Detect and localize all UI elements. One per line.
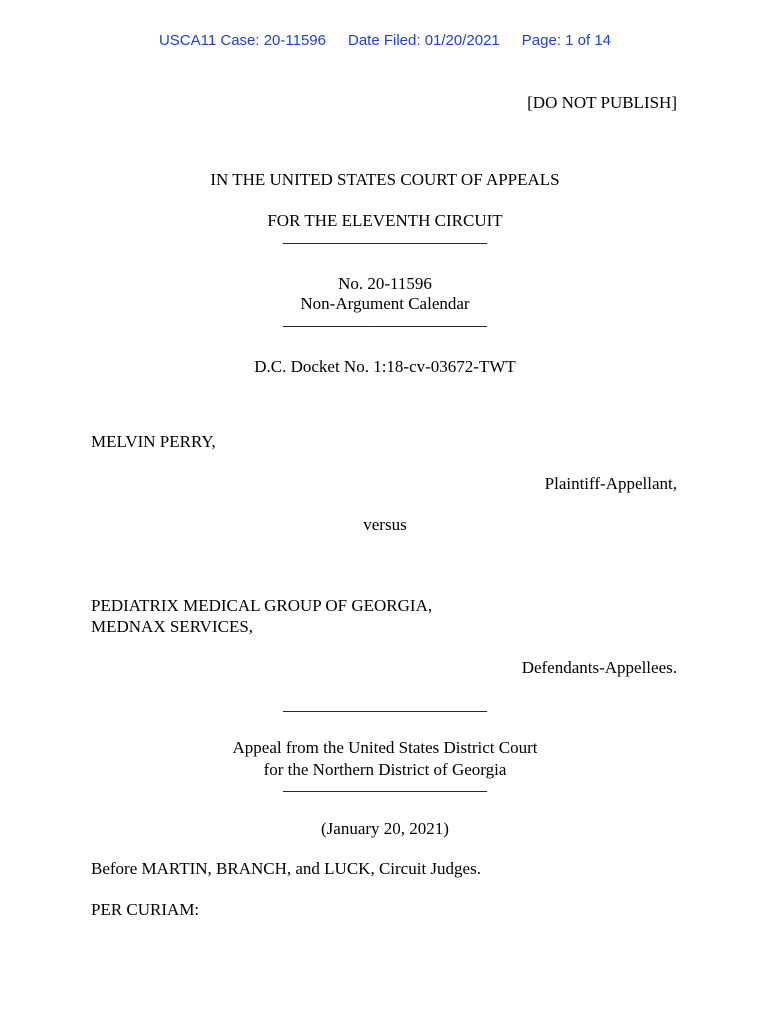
appeal-source-line2: for the Northern District of Georgia (263, 760, 507, 779)
separator-line: ________________________ (283, 695, 487, 714)
separator-line: ________________________ (283, 775, 487, 794)
circuit-name: FOR THE ELEVENTH CIRCUIT (267, 211, 503, 230)
separator-line: ________________________ (283, 310, 487, 329)
plaintiff-role: Plaintiff-Appellant, (544, 474, 677, 493)
appeal-source-line1: Appeal from the United States District Court (232, 738, 538, 757)
case-number: No. 20-11596 (338, 274, 432, 293)
versus-label: versus (363, 515, 407, 534)
defendant-role: Defendants-Appellees. (521, 658, 677, 677)
separator-line: ________________________ (283, 227, 487, 246)
judges-panel: Before MARTIN, BRANCH, and LUCK, Circuit Judges. (91, 859, 481, 878)
stamp-case-number: USCA11 Case: 20-11596 (158, 32, 326, 49)
publish-note: [DO NOT PUBLISH] (527, 93, 677, 112)
per-curiam-heading: PER CURIAM: (91, 900, 200, 919)
plaintiff-name: MELVIN PERRY, (91, 432, 216, 451)
court-name: IN THE UNITED STATES COURT OF APPEALS (210, 170, 560, 189)
docket-number: D.C. Docket No. 1:18-cv-03672-TWT (254, 357, 516, 376)
defendant-name-line2: MEDNAX SERVICES, (91, 617, 254, 636)
decision-date: (January 20, 2021) (321, 819, 449, 838)
stamp-date-filed: Date Filed: 01/20/2021 (348, 32, 500, 49)
filing-stamp (0, 32, 770, 49)
stamp-page-count: Page: 1 of 14 (521, 32, 612, 49)
defendant-name-line1: PEDIATRIX MEDICAL GROUP OF GEORGIA, (91, 596, 433, 615)
calendar-type: Non-Argument Calendar (300, 294, 470, 313)
